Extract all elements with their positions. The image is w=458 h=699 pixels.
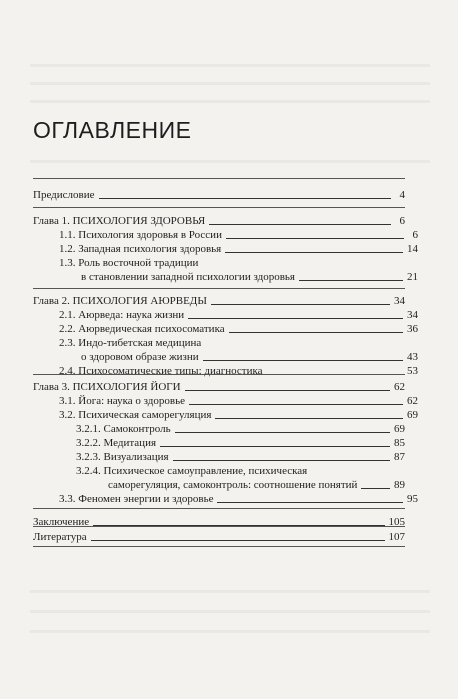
toc-entry-page: 69	[407, 409, 418, 421]
toc-subentry	[76, 451, 405, 464]
leader-line	[215, 418, 403, 419]
toc-subentry	[76, 437, 405, 450]
divider	[33, 288, 405, 289]
toc-entry-page: 62	[394, 381, 405, 393]
toc-entry-page: 105	[388, 516, 405, 528]
toc-entry-page: 53	[407, 365, 418, 377]
toc-entry-label: 2.1. Аюрведа: наука жизни	[59, 309, 185, 321]
toc-entry-page: 43	[407, 351, 418, 363]
leader-line	[185, 390, 390, 391]
toc-entry-continuation	[46, 271, 418, 284]
toc-entry	[46, 337, 418, 350]
leader-line	[173, 460, 390, 461]
toc-entry-page: 6	[399, 215, 405, 227]
toc-entry	[46, 395, 418, 408]
toc-entry-page: 87	[394, 451, 405, 463]
toc-entry	[46, 323, 418, 336]
divider	[33, 178, 405, 179]
toc-entry-page: 107	[388, 531, 405, 543]
leader-line	[203, 360, 403, 361]
leader-line	[226, 238, 404, 239]
toc-entry-continuation	[46, 351, 418, 364]
toc-entry-label: Заключение	[33, 516, 90, 528]
toc-entry-label: о здоровом образе жизни	[81, 351, 199, 363]
toc-entry-label: 2.4. Психосоматические типы: диагностика	[59, 365, 263, 377]
divider	[33, 546, 405, 547]
toc-entry	[46, 257, 418, 270]
toc-entry-label: 2.3. Индо-тибетская медицина	[59, 337, 202, 349]
page-title: ОГЛАВЛЕНИЕ	[33, 117, 192, 143]
toc-entry-page: 36	[407, 323, 418, 335]
toc-chapter	[33, 295, 405, 308]
toc-subentry-continuation	[76, 479, 405, 492]
divider	[33, 374, 405, 375]
toc-entry	[33, 189, 405, 202]
toc-entry-label: 3.3. Феномен энергии и здоровье	[59, 493, 214, 505]
toc-entry-page: 69	[394, 423, 405, 435]
toc-entry	[46, 365, 418, 378]
toc-entry-label: 3.2.4. Психическое самоуправление, психическая	[76, 465, 308, 477]
leader-line	[160, 446, 390, 447]
toc-entry-label: 3.2.3. Визуализация	[76, 451, 169, 463]
toc-subentry	[76, 423, 405, 436]
toc-entry-page: 62	[407, 395, 418, 407]
divider	[33, 526, 405, 527]
toc-entry-page: 21	[407, 271, 418, 283]
toc-entry-page: 34	[394, 295, 405, 307]
leader-line	[209, 224, 391, 225]
toc-entry-label: Литература	[33, 531, 87, 543]
toc-entry-label: 3.2.1. Самоконтроль	[76, 423, 171, 435]
leader-line	[175, 432, 390, 433]
toc-entry-label: 3.2.2. Медитация	[76, 437, 157, 449]
divider	[33, 207, 405, 208]
toc-entry-page: 95	[407, 493, 418, 505]
toc-chapter	[33, 381, 405, 394]
toc-entry-label: 1.3. Роль восточной традиции	[59, 257, 199, 269]
toc-entry-page: 89	[394, 479, 405, 491]
leader-line	[189, 404, 403, 405]
leader-line	[91, 540, 385, 541]
show-through-line	[30, 82, 430, 85]
toc-entry	[46, 309, 418, 322]
leader-line	[188, 318, 403, 319]
toc-entry-page: 34	[407, 309, 418, 321]
show-through-line	[30, 64, 430, 67]
toc-entry-label: 3.1. Йога: наука о здоровье	[59, 395, 186, 407]
show-through-line	[30, 100, 430, 103]
toc-entry-page: 14	[407, 243, 418, 255]
toc-entry	[33, 516, 405, 529]
toc-entry-label: саморегуляция, самоконтроль: соотношение понятий	[108, 479, 358, 491]
leader-line	[361, 488, 390, 489]
leader-line	[225, 252, 403, 253]
toc-entry-label: 1.2. Западная психология здоровья	[59, 243, 222, 255]
toc-entry-label: Глава 2. ПСИХОЛОГИЯ АЮРВЕДЫ	[33, 295, 207, 307]
leader-line	[99, 198, 392, 199]
toc-entry	[46, 229, 418, 242]
show-through-line	[30, 160, 430, 163]
toc-entry	[46, 409, 418, 422]
leader-line	[229, 332, 403, 333]
toc-entry-label: в становлении западной психологии здоровья	[81, 271, 295, 283]
toc-entry	[46, 243, 418, 256]
toc-entry-page: 6	[412, 229, 418, 241]
toc-entry-page: 85	[394, 437, 405, 449]
toc-entry-label: Глава 3. ПСИХОЛОГИЯ ЙОГИ	[33, 381, 181, 393]
toc-entry	[46, 493, 418, 506]
toc-entry-label: 3.2. Психическая саморегуляция	[59, 409, 212, 421]
show-through-line	[30, 610, 430, 613]
leader-line	[217, 502, 403, 503]
show-through-line	[30, 630, 430, 633]
show-through-line	[30, 590, 430, 593]
leader-line	[211, 304, 390, 305]
leader-line	[299, 280, 403, 281]
toc-entry-label: 1.1. Психология здоровья в России	[59, 229, 222, 241]
toc-entry-label: Глава 1. ПСИХОЛОГИЯ ЗДОРОВЬЯ	[33, 215, 206, 227]
toc-entry	[33, 531, 405, 544]
divider	[33, 508, 405, 509]
toc-entry-label: 2.2. Аюрведическая психосоматика	[59, 323, 225, 335]
toc-chapter	[33, 215, 405, 228]
toc-subentry	[76, 465, 405, 478]
toc-entry-page: 4	[399, 189, 405, 201]
toc-entry-label: Предисловие	[33, 189, 95, 201]
